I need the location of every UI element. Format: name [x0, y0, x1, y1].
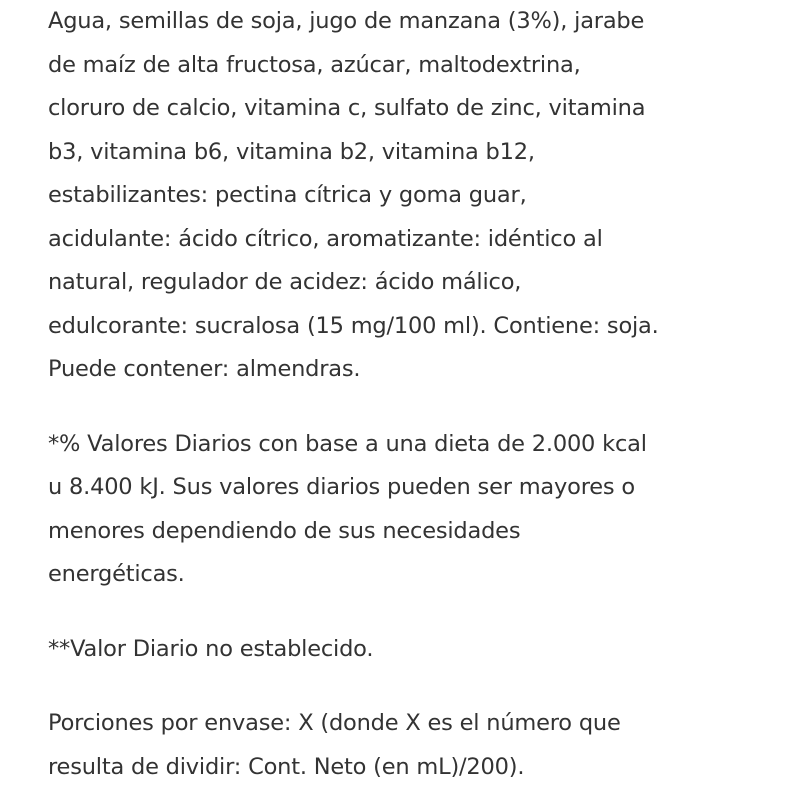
ingredients-line: edulcorante: sucralosa (15 mg/100 ml). Contiene: soja. [48, 312, 659, 339]
ingredients-line: Puede contener: almendras. [48, 356, 361, 382]
daily-values-paragraph [48, 423, 760, 597]
no-daily-value-line: **Valor Diario no establecido. [48, 635, 374, 662]
portions-line: Porciones por envase: X (donde X es el número que [48, 710, 621, 736]
portions-line: resulta de dividir: Cont. Neto (en mL)/200). [48, 753, 525, 780]
ingredients-line: Agua, semillas de soja, jugo de manzana (3%), jarabe [48, 8, 645, 34]
no-daily-value-paragraph [48, 628, 760, 672]
daily-values-line: u 8.400 kJ. Sus valores diarios pueden ser mayores o [48, 474, 635, 500]
ingredients-line: natural, regulador de acidez: ácido málico, [48, 269, 522, 295]
daily-values-line: *% Valores Diarios con base a una dieta de 2.000 kcal [48, 430, 647, 457]
label-text-document [48, 0, 760, 789]
ingredients-line: cloruro de calcio, vitamina c, sulfato de zinc, vitamina [48, 95, 646, 121]
ingredients-paragraph [48, 0, 760, 392]
daily-values-line: energéticas. [48, 561, 185, 587]
ingredients-line: de maíz de alta fructosa, azúcar, maltodextrina, [48, 51, 581, 78]
ingredients-line: acidulante: ácido cítrico, aromatizante: idéntico al [48, 225, 603, 252]
ingredients-line: b3, vitamina b6, vitamina b2, vitamina b12, [48, 138, 535, 165]
portions-paragraph [48, 702, 760, 789]
daily-values-line: menores dependiendo de sus necesidades [48, 517, 521, 544]
ingredients-line: estabilizantes: pectina cítrica y goma guar, [48, 182, 527, 208]
